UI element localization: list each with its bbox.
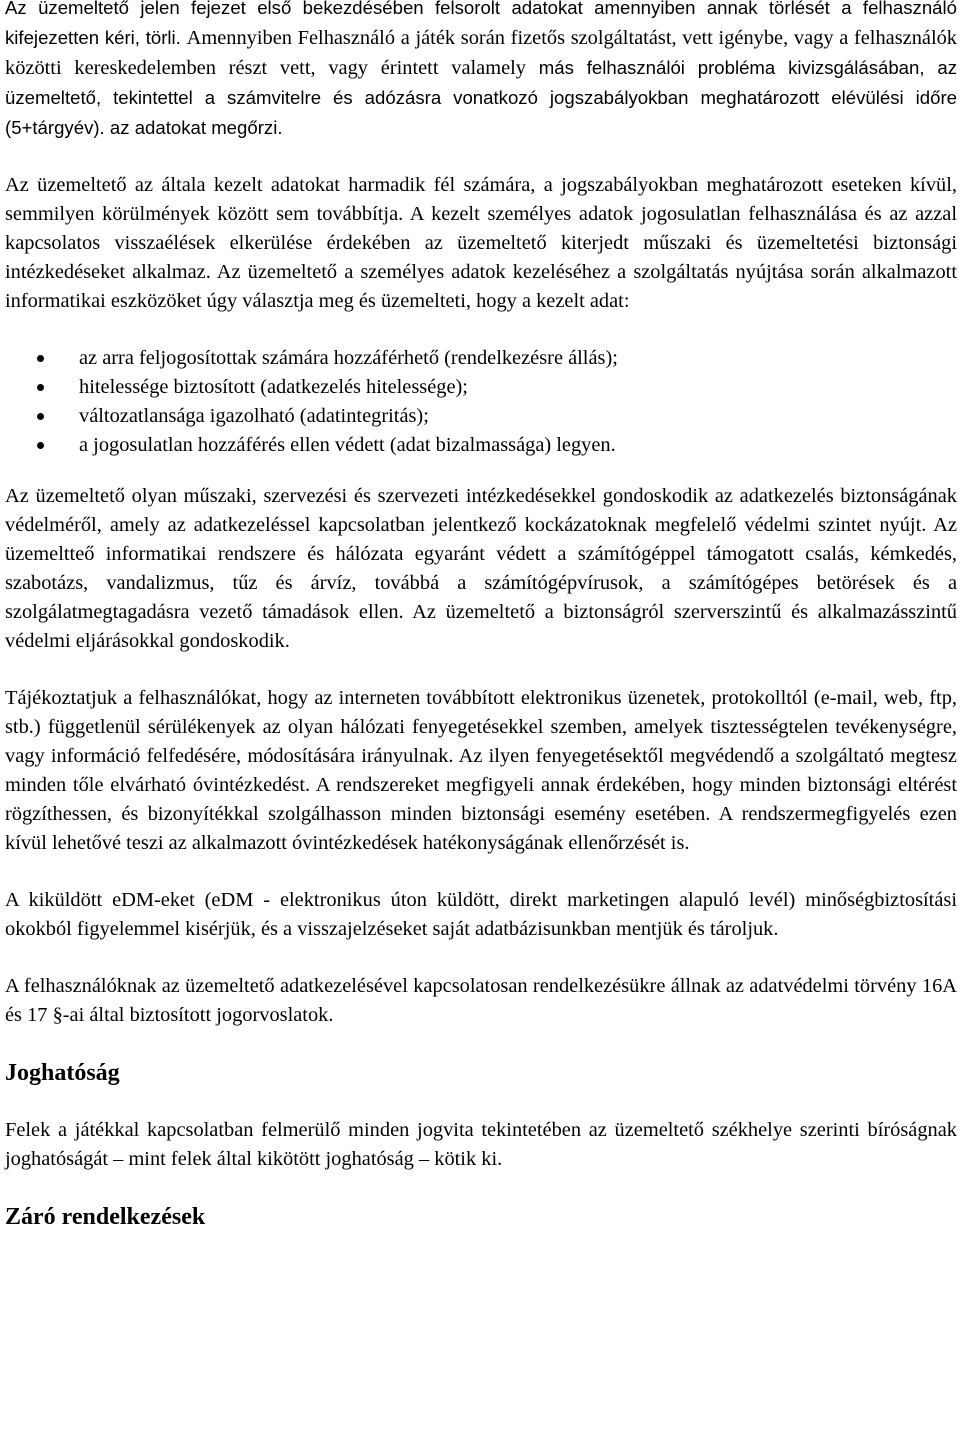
list-item-text: az arra feljogosítottak számára hozzáférhető (rendelkezésre állás); bbox=[79, 347, 618, 369]
bullet-dot-icon bbox=[37, 413, 44, 420]
paragraph-data-deletion bbox=[5, 0, 957, 143]
paragraph-security-measures: Az üzemeltető olyan műszaki, szervezési és szervezeti intézkedésekkel gondoskodik az adatkezelés biztonságának védelméről, amely az adatkezeléssel kapcsolatban jelentkező kockázatoknak megfelelő védelmi szintet nyújt. Az üzemeltteő informatikai rendszere és hálózata egyaránt védett a számítógéppel támogatott csalás, kémkedés, szabotázs, vandalizmus, tűz és árvíz, továbbá a számítógépvírusok, a számítógépes betörések és a szolgálatmegtagadásra vezető támadások ellen. Az üzemeltető a biztonságról szerverszintű és alkalmazásszintű védelmi eljárásokkal gondoskodik. bbox=[5, 485, 957, 652]
list-item bbox=[5, 402, 957, 431]
list-item bbox=[5, 344, 957, 373]
heading-zaro-rendelkezesek: Záró rendelkezések bbox=[5, 1204, 206, 1230]
bullet-dot-icon bbox=[37, 384, 44, 391]
list-item-text: változatlansága igazolható (adatintegritás); bbox=[79, 405, 429, 427]
paragraph-third-party-transfer: Az üzemeltető az általa kezelt adatokat harmadik fél számára, a jogszabályokban meghatározott eseteken kívül, semmilyen körülmények között sem továbbítja. A kezelt személyes adatok jogosulatlan felhasználása és az azzal kapcsolatos visszaélések elkerülése érdekében az üzemeltető kiterjedt műszaki és üzemeltetési biztonsági intézkedéseket alkalmaz. Az üzemeltető a személyes adatok kezeléséhez a szolgáltatás nyújtása során alkalmazott informatikai eszközöket úgy választja meg és üzemelteti, hogy a kezelt adat: bbox=[5, 174, 957, 312]
list-item-text: a jogosulatlan hozzáférés ellen védett (adat bizalmassága) legyen. bbox=[79, 434, 616, 456]
list-item-text: hitelessége biztosított (adatkezelés hitelessége); bbox=[79, 376, 468, 398]
bullet-dot-icon bbox=[37, 355, 44, 362]
list-item bbox=[5, 373, 957, 402]
paragraph-data-deletion-serif-part: Amennyiben Felhasználó a játék során fizetős szolgáltatást, vett igénybe, vagy a felhasználók közötti kereskedelemben részt vett, vagy érintett valamely bbox=[5, 27, 957, 79]
paragraph-edm-monitoring: A kiküldött eDM-eket (eDM - elektronikus úton küldött, direkt marketingen alapuló levél) minőségbiztosítási okokból figyelemmel kisérjük, és a visszajelzéseket saját adatbázisunkban mentjük és tároljuk. bbox=[5, 889, 957, 940]
paragraph-data-deletion-sans-part: Az üzemeltető jelen fejezet első bekezdésében felsorolt adatokat amennyiben annak törlését a felhasználó kifejezetten kéri, törli. bbox=[5, 0, 957, 48]
paragraph-network-threats: Tájékoztatjuk a felhasználókat, hogy az interneten továbbított elektronikus üzenetek, protokolltól (e-mail, web, ftp, stb.) függetlenül sérülékenyek az olyan hálózati fenyegetésekkel szemben, amelyek tisztességtelen tevékenységre, vagy információ felfedésére, módosítására irányulnak. Az ilyen fenyegetésektől megvédendő a szolgáltató megtesz minden tőle elvárható óvintézkedést. A rendszereket megfigyeli annak érdekében, hogy minden biztonsági eltérést rögzíthessen, és bizonyítékkal szolgálhasson minden biztonsági esemény esetében. A rendszermegfigyelés ezen kívül lehetővé teszi az alkalmazott óvintézkedések hatékonyságának ellenőrzését is. bbox=[5, 687, 957, 854]
paragraph-legal-remedies: A felhasználóknak az üzemeltető adatkezelésével kapcsolatosan rendelkezésükre állnak az adatvédelmi törvény 16A és 17 §-ai által biztosított jogorvoslatok. bbox=[5, 975, 957, 1026]
document-page bbox=[5, 0, 957, 1260]
bullet-dot-icon bbox=[37, 442, 44, 449]
bullet-list-data-requirements bbox=[5, 344, 957, 460]
heading-joghatosag: Joghatóság bbox=[5, 1060, 120, 1086]
paragraph-data-deletion-sans-tail: más felhasználói probléma kivizsgálásában, az üzemeltető, tekintettel a számvitelre és adózásra vonatkozó jogszabályokban meghatározott elévülési időre (5+tárgyév). az adatokat megőrzi. bbox=[5, 57, 957, 138]
paragraph-jurisdiction: Felek a játékkal kapcsolatban felmerülő minden jogvita tekintetében az üzemeltető székhelye szerinti bíróságnak joghatóságát – mint felek által kikötött joghatóság – kötik ki. bbox=[5, 1119, 957, 1170]
list-item bbox=[5, 431, 957, 460]
